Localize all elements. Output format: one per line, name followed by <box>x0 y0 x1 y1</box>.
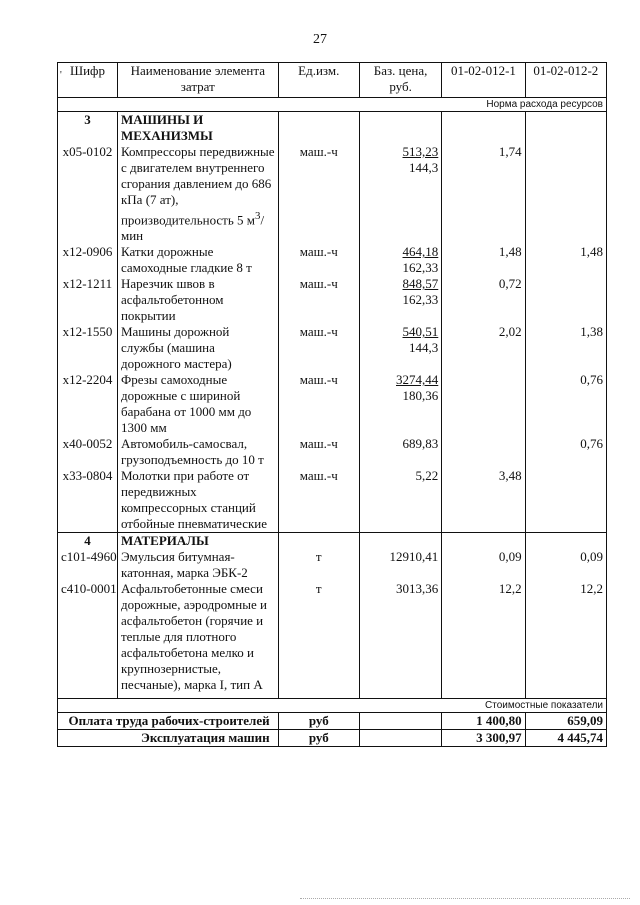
section-number: 4 <box>58 533 118 550</box>
row-code: х05-0102 <box>58 144 118 244</box>
row-price-sub: 144,3 <box>409 160 439 175</box>
row-col2: 12,2 <box>525 581 606 699</box>
section-header-row <box>58 533 607 550</box>
row-unit: т <box>278 581 359 699</box>
total-unit: руб <box>278 730 359 747</box>
row-code: с101-4960 <box>58 549 118 581</box>
table-row <box>58 324 607 372</box>
row-unit: маш.-ч <box>278 436 359 468</box>
row-name: Катки дорожные самоходные гладкие 8 т <box>117 244 278 276</box>
row-col1: 3,48 <box>442 468 525 533</box>
header-name: Наименование элемента затрат <box>117 63 278 98</box>
table-row <box>58 581 607 699</box>
row-code: х12-0906 <box>58 244 118 276</box>
totals-section <box>58 699 607 747</box>
row-col2: 0,76 <box>525 372 606 436</box>
header-col1: 01-02-012-1 <box>442 63 525 98</box>
row-price-main: 513,23 <box>402 144 439 159</box>
table-header-row <box>58 63 607 98</box>
row-col1: 0,72 <box>442 276 525 324</box>
scan-artifact-line <box>300 898 630 899</box>
band-costs: Стоимостные показатели <box>58 699 607 713</box>
total-label: Эксплуатация машин <box>58 730 279 747</box>
row-unit: т <box>278 549 359 581</box>
row-unit: маш.-ч <box>278 324 359 372</box>
row-price-main: 3274,44 <box>396 372 439 388</box>
section-number: 3 <box>58 112 118 145</box>
row-code: х40-0052 <box>58 436 118 468</box>
total-price <box>359 713 441 730</box>
row-name: Фрезы самоходные дорожные с шириной барабана от 1000 мм до 1300 мм <box>117 372 278 436</box>
table-row <box>58 436 607 468</box>
section-header-row <box>58 112 607 145</box>
row-price <box>359 372 441 436</box>
table-row <box>58 468 607 533</box>
row-col2 <box>525 144 606 244</box>
row-col1: 1,48 <box>442 244 525 276</box>
total-unit: руб <box>278 713 359 730</box>
row-unit: маш.-ч <box>278 244 359 276</box>
row-name: Нарезчик швов в асфальтобетонном покрытии <box>117 276 278 324</box>
row-code: с410-0001 <box>58 581 118 699</box>
row-col1: 1,74 <box>442 144 525 244</box>
row-price <box>359 276 441 324</box>
row-price: 12910,41 <box>359 549 441 581</box>
row-unit: маш.-ч <box>278 468 359 533</box>
row-price-sub: 162,33 <box>402 260 439 276</box>
table-row <box>58 549 607 581</box>
row-name: Автомобиль-самосвал, грузоподъемность до 10 т <box>117 436 278 468</box>
row-price-main: 848,57 <box>402 276 439 292</box>
header-col2: 01-02-012-2 <box>525 63 606 98</box>
row-col2: 1,38 <box>525 324 606 372</box>
row-code: х12-1211 <box>58 276 118 324</box>
row-price: 689,83 <box>359 436 441 468</box>
table-row <box>58 372 607 436</box>
section-title: МАТЕРИАЛЫ <box>117 533 278 550</box>
scan-mark: ' <box>60 70 62 81</box>
row-price-main: 464,18 <box>402 244 439 260</box>
band-resources-row <box>58 98 607 112</box>
total-col2: 4 445,74 <box>525 730 606 747</box>
row-code: х33-0804 <box>58 468 118 533</box>
row-col1: 0,09 <box>442 549 525 581</box>
section-machines <box>58 112 607 533</box>
row-col1 <box>442 372 525 436</box>
row-name: Эмульсия битумная-катонная, марка ЭБК-2 <box>117 549 278 581</box>
page-number: 27 <box>313 32 327 47</box>
total-price <box>359 730 441 747</box>
total-col1: 3 300,97 <box>442 730 525 747</box>
band-resources: Норма расхода ресурсов <box>58 98 607 112</box>
table-row <box>58 276 607 324</box>
row-code: х12-2204 <box>58 372 118 436</box>
total-label: Оплата труда рабочих-строителей <box>58 713 279 730</box>
row-price <box>359 324 441 372</box>
row-code: х12-1550 <box>58 324 118 372</box>
row-col1: 12,2 <box>442 581 525 699</box>
row-col2: 0,09 <box>525 549 606 581</box>
row-col2: 0,76 <box>525 436 606 468</box>
section-materials <box>58 533 607 699</box>
row-price: 3013,36 <box>359 581 441 699</box>
table-row <box>58 144 607 244</box>
estimate-table <box>57 62 607 747</box>
total-col2: 659,09 <box>525 713 606 730</box>
row-price-sub: 180,36 <box>402 388 439 404</box>
row-name: Компрессоры передвижные с двигателем внутреннего сгорания давлением до 686 кПа (7 ат), производительность 5 $м^3$/мин <box>117 144 278 244</box>
row-price-sub: 144,3 <box>409 340 439 356</box>
row-unit: маш.-ч <box>278 276 359 324</box>
row-price-main: 540,51 <box>402 324 439 340</box>
header-unit: Ед.изм. <box>278 63 359 98</box>
total-row <box>58 713 607 730</box>
row-price: 5,22 <box>359 468 441 533</box>
row-name: Машины дорожной службы (машина дорожного мастера) <box>117 324 278 372</box>
row-price-sub: 162,33 <box>402 292 439 308</box>
header-code: Шифр <box>58 63 118 98</box>
row-col1: 2,02 <box>442 324 525 372</box>
row-unit: маш.-ч <box>278 372 359 436</box>
row-name: Асфальтобетонные смеси дорожные, аэродромные и асфальтобетон (горячие и теплые для плотного асфальтобетона мелко и крупнозернистые, песчаные), марка I, тип А <box>117 581 278 699</box>
table-row <box>58 244 607 276</box>
row-col2: 1,48 <box>525 244 606 276</box>
row-col1 <box>442 436 525 468</box>
total-row <box>58 730 607 747</box>
header-price: Баз. цена, руб. <box>359 63 441 98</box>
row-col2 <box>525 468 606 533</box>
row-price <box>359 144 441 244</box>
section-title: МАШИНЫ И МЕХАНИЗМЫ <box>117 112 278 145</box>
row-col2 <box>525 276 606 324</box>
row-price <box>359 244 441 276</box>
row-name: Молотки при работе от передвижных компрессорных станций отбойные пневматические <box>117 468 278 533</box>
total-col1: 1 400,80 <box>442 713 525 730</box>
band-costs-row <box>58 699 607 713</box>
row-unit: маш.-ч <box>278 144 359 244</box>
